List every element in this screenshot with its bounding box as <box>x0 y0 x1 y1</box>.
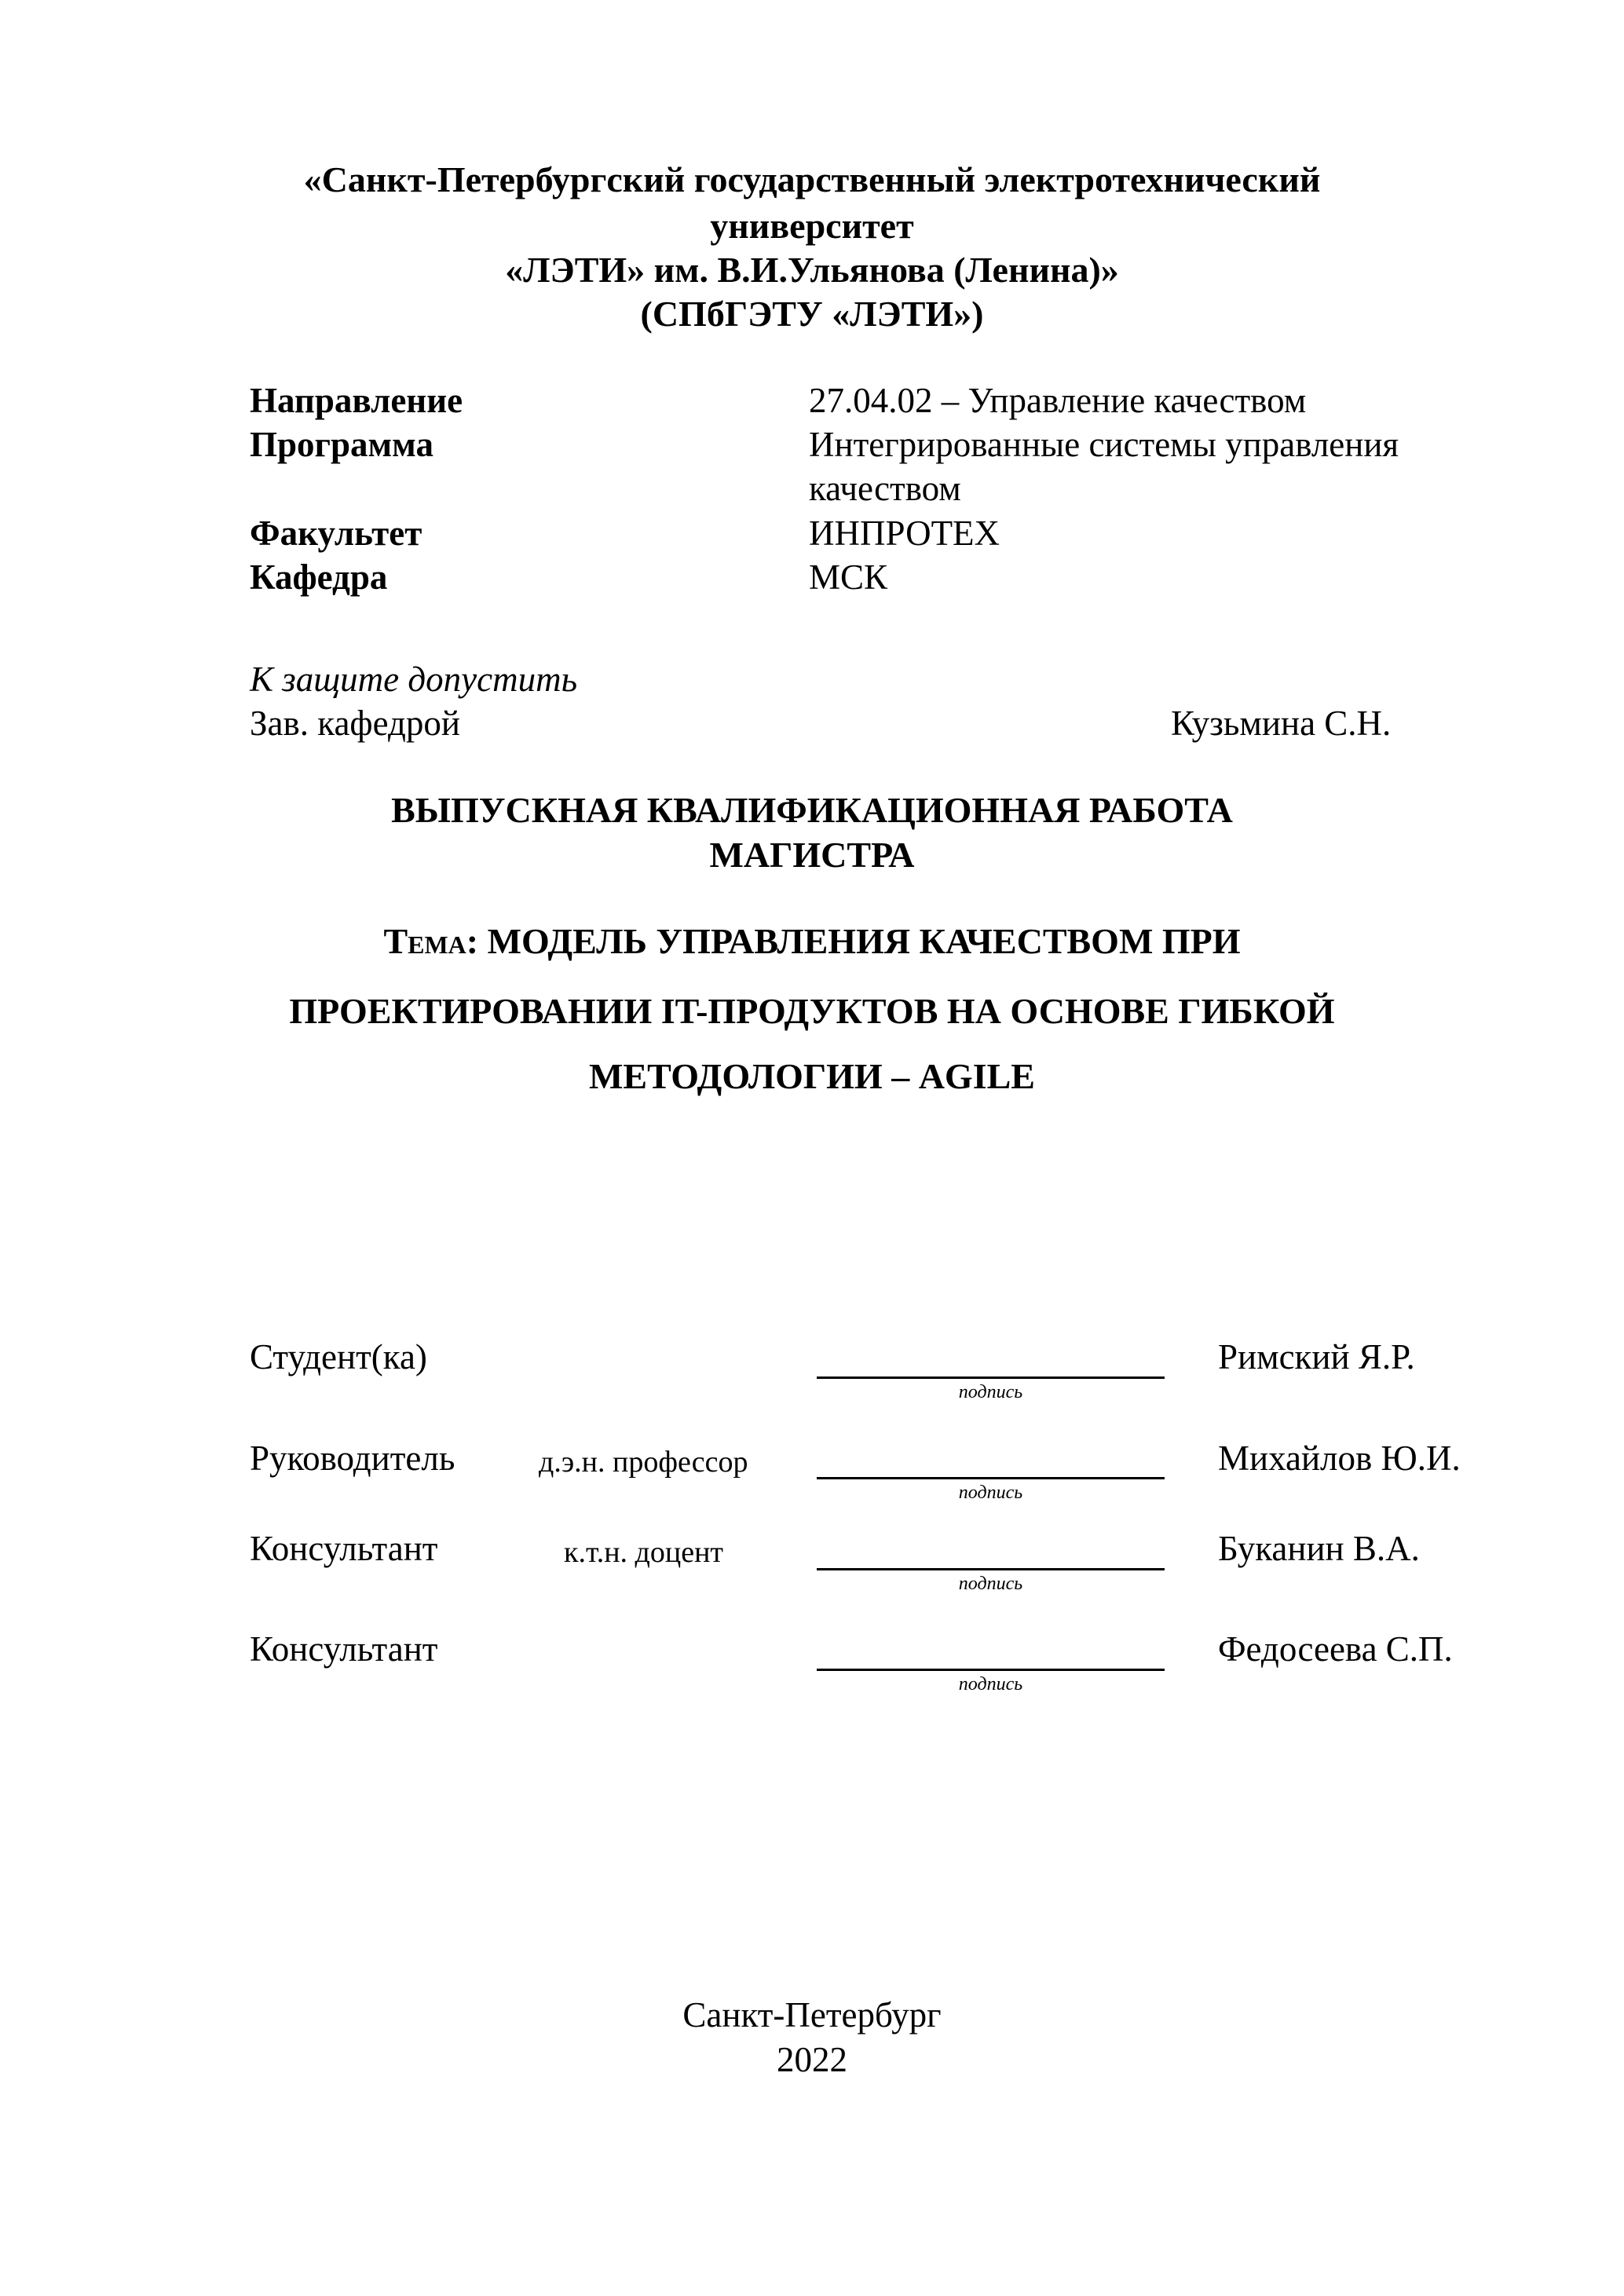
signature-name: Федосеева С.П. <box>1218 1629 1453 1669</box>
signature-caption: подпись <box>958 1382 1023 1402</box>
signature-name: Римский Я.Р. <box>1218 1337 1415 1377</box>
work-type-line1: ВЫПУСКНАЯ КВАЛИФИКАЦИОННАЯ РАБОТА <box>391 790 1233 830</box>
admit-to-defense: К защите допустить <box>250 660 578 699</box>
university-name-line1: «Санкт-Петербургский государственный электротехнический <box>303 159 1321 199</box>
signature-role: Консультант <box>250 1529 438 1568</box>
info-label-direction: Направление <box>250 381 463 420</box>
signature-name: Михайлов Ю.И. <box>1218 1439 1461 1478</box>
signature-degree: к.т.н. доцент <box>564 1536 724 1569</box>
info-label-faculty: Факультет <box>250 514 422 553</box>
signature-line <box>817 1477 1165 1479</box>
info-label-department: Кафедра <box>250 558 388 597</box>
signature-caption: подпись <box>958 1674 1023 1695</box>
signature-role: Консультант <box>250 1629 438 1669</box>
signature-caption: подпись <box>958 1483 1023 1503</box>
info-value-program: Интегрированные системы управления <box>809 425 1399 464</box>
signature-line <box>817 1669 1165 1671</box>
info-value-department: МСК <box>809 558 888 597</box>
head-of-department-label: Зав. кафедрой <box>250 704 460 743</box>
signature-caption: подпись <box>958 1574 1023 1594</box>
topic-prefix: Тема <box>383 921 466 961</box>
signature-degree: д.э.н. профессор <box>539 1446 748 1479</box>
info-value-program-cont: качеством <box>809 469 961 508</box>
signature-line <box>817 1377 1165 1379</box>
city: Санкт-Петербург <box>682 1995 942 2035</box>
info-value-faculty: ИНПРОТЕХ <box>809 514 1000 553</box>
signature-role: Руководитель <box>250 1439 455 1478</box>
topic-line3: МЕТОДОЛОГИИ – AGILE <box>589 1056 1035 1096</box>
university-name-line3: «ЛЭТИ» им. В.И.Ульянова (Ленина)» <box>505 250 1119 290</box>
signature-role: Студент(ка) <box>250 1337 427 1377</box>
head-of-department-name: Кузьмина С.Н. <box>1171 704 1392 743</box>
university-abbr: (СПбГЭТУ «ЛЭТИ») <box>640 294 984 334</box>
year: 2022 <box>777 2040 847 2079</box>
signature-line <box>817 1568 1165 1570</box>
info-label-program: Программа <box>250 425 433 464</box>
topic-line2: ПРОЕКТИРОВАНИИ IT-ПРОДУКТОВ НА ОСНОВЕ ГИБКОЙ <box>289 991 1335 1031</box>
topic-line1: Тема: МОДЕЛЬ УПРАВЛЕНИЯ КАЧЕСТВОМ ПРИ <box>383 921 1241 961</box>
signature-name: Буканин В.А. <box>1218 1529 1420 1568</box>
info-value-direction: 27.04.02 – Управление качеством <box>809 381 1307 420</box>
university-name-line2: университет <box>710 206 914 246</box>
work-type-line2: МАГИСТРА <box>709 835 915 875</box>
